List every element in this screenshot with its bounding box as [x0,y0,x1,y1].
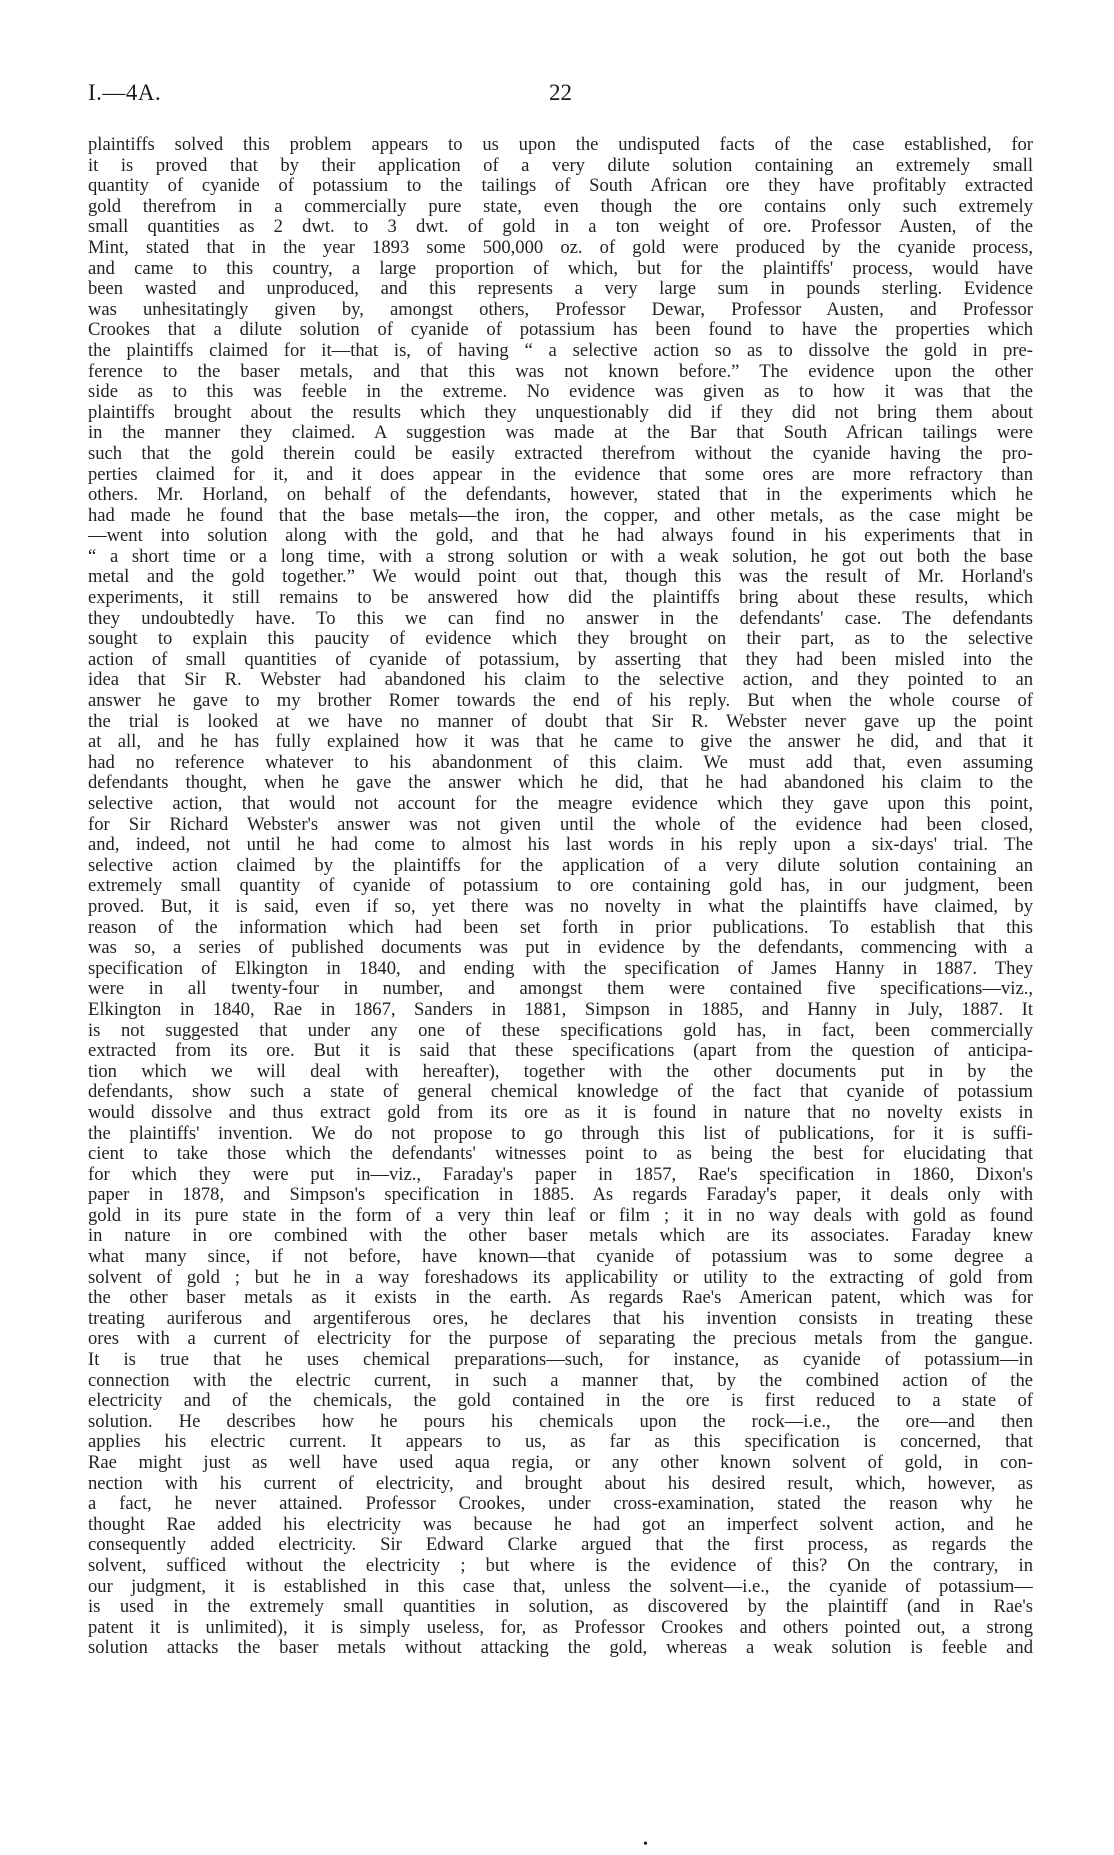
body-line: paper in 1878, and Simpson's specification in 1885. As regards Faraday's paper, it deals only with [88,1185,1033,1206]
body-line: “ a short time or a long time, with a strong solution or with a weak solution, he got out both the base [88,546,1033,567]
body-line: experiments, it still remains to be answered how did the plaintiffs bring about these results, which [88,588,1033,609]
body-line: others. Mr. Horland, on behalf of the defendants, however, stated that in the experiments which he [88,485,1033,506]
body-line: and, indeed, not until he had come to almost his last words in his reply upon a six-days' trial. The [88,835,1033,856]
body-line: quantity of cyanide of potassium to the tailings of South African ore they have profitably extracted [88,176,1033,197]
page-number: 22 [549,80,572,105]
body-line: patent it is unlimited), it is simply useless, for, as Professor Crookes and others pointed out, a strong [88,1617,1033,1638]
body-line: ference to the baser metals, and that this was not known before.” The evidence upon the other [88,361,1033,382]
body-line: plaintiffs brought about the results which they unquestionably did if they did not bring them about [88,402,1033,423]
body-line: perties claimed for it, and it does appear in the evidence that some ores are more refractory than [88,464,1033,485]
body-line: was so, a series of published documents was put in evidence by the defendants, commencing with a [88,938,1033,959]
body-line: solvent of gold ; but he in a way foreshadows its applicability or utility to the extracting of gold from [88,1267,1033,1288]
body-line: our judgment, it is established in this case that, unless the solvent—i.e., the cyanide of potassium— [88,1576,1033,1597]
body-line: selective action claimed by the plaintiffs for the application of a very dilute solution containing an [88,855,1033,876]
body-line: specification of Elkington in 1840, and ending with the specification of James Hanny in 1887. They [88,958,1033,979]
body-line: in the manner they claimed. A suggestion was made at the Bar that South African tailings were [88,423,1033,444]
body-line: idea that Sir R. Webster had abandoned his claim to the selective action, and they pointed to an [88,670,1033,691]
body-line: Mint, stated that in the year 1893 some 500,000 oz. of gold were produced by the cyanide process, [88,237,1033,258]
body-line: sought to explain this paucity of evidence which they brought on their part, as to the selective [88,629,1033,650]
body-line: had no reference whatever to his abandonment of this claim. We must add that, even assuming [88,752,1033,773]
body-line: the plaintiffs claimed for it—that is, of having “ a selective action so as to dissolve the gold in pre- [88,340,1033,361]
body-line: they undoubtedly have. To this we can find no answer in the defendants' case. The defendants [88,608,1033,629]
body-line: solution attacks the baser metals without attacking the gold, whereas a weak solution is feeble and [88,1638,1033,1659]
body-line: applies his electric current. It appears to us, as far as this specification is concerned, that [88,1432,1033,1453]
body-line: action of small quantities of cyanide of potassium, by asserting that they had been misled into the [88,649,1033,670]
body-line: thought Rae added his electricity was because he had got an imperfect solvent action, and he [88,1514,1033,1535]
body-line: proved. But, it is said, even if so, yet there was no novelty in what the plaintiffs have claimed, by [88,896,1033,917]
body-line: and came to this country, a large proportion of which, but for the plaintiffs' process, would have [88,258,1033,279]
body-line: would dissolve and thus extract gold from its ore as it is found in nature that no novelty exists in [88,1102,1033,1123]
body-text [88,135,1033,1659]
body-line: tion which we will deal with hereafter), together with the other documents put in by the [88,1061,1033,1082]
body-line: electricity and of the chemicals, the gold contained in the ore is first reduced to a state of [88,1391,1033,1412]
body-line: Crookes that a dilute solution of cyanide of potassium has been found to have the properties which [88,320,1033,341]
body-line: were in all twenty-four in number, and amongst them were contained five specifications—viz., [88,979,1033,1000]
body-line: extracted from its ore. But it is said that these specifications (apart from the question of anticipa- [88,1041,1033,1062]
body-line: the plaintiffs' invention. We do not propose to go through this list of publications, for it is suffi- [88,1123,1033,1144]
body-line: had made he found that the base metals—the iron, the copper, and other metals, as the case might be [88,505,1033,526]
body-line: defendants thought, when he gave the answer which he did, that he had abandoned his claim to the [88,773,1033,794]
body-line: cient to take those which the defendants' witnesses point to as being the best for elucidating that [88,1144,1033,1165]
body-line: what many since, if not before, have known—that cyanide of potassium was to some degree a [88,1247,1033,1268]
body-line: the other baser metals as it exists in the earth. As regards Rae's American patent, which was for [88,1288,1033,1309]
body-line: Rae might just as well have used aqua regia, or any other known solvent of gold, in con- [88,1453,1033,1473]
body-line: in nature in ore combined with the other baser metals which are its associates. Faraday knew [88,1226,1033,1247]
body-line: It is true that he uses chemical preparations—such, for instance, as cyanide of potassium—in [88,1350,1033,1371]
body-line: it is proved that by their application of a very dilute solution containing an extremely small [88,155,1033,176]
body-line: answer he gave to my brother Romer towards the end of his reply. But when the whole course of [88,691,1033,712]
body-line: reason of the information which had been set forth in prior publications. To establish that this [88,917,1033,938]
body-line: connection with the electric current, in such a manner that, by the combined action of the [88,1370,1033,1391]
body-line: such that the gold therein could be easily extracted therefrom without the cyanide having the pro- [88,443,1033,464]
body-line: treating auriferous and argentiferous ores, he declares that his invention consists in treating these [88,1308,1033,1329]
body-line: side as to this was feeble in the extreme. No evidence was given as to how it was that the [88,382,1033,403]
body-line: nection with his current of electricity, and brought about his desired result, which, however, as [88,1473,1033,1494]
page-header [88,80,1033,110]
body-line: defendants, show such a state of general chemical knowledge of the fact that cyanide of potassium [88,1082,1033,1103]
body-line: gold in its pure state in the form of a very thin leaf or film ; it in no way deals with gold as found [88,1205,1033,1226]
body-line: small quantities as 2 dwt. to 3 dwt. of gold in a ton weight of ore. Professor Austen, of the [88,217,1033,238]
body-line: Elkington in 1840, Rae in 1867, Sanders in 1881, Simpson in 1885, and Hanny in July, 1887. It [88,999,1033,1020]
body-line: for which they were put in—viz., Faraday's paper in 1857, Rae's specification in 1860, Dixon's [88,1164,1033,1185]
body-line: plaintiffs solved this problem appears to us upon the undisputed facts of the case established, for [88,135,1033,155]
body-line: been wasted and unproduced, and this represents a very large sum in pounds sterling. Evidence [88,279,1033,300]
body-line: —went into solution along with the gold, and that he had always found in his experiments that in [88,526,1033,547]
body-line: at all, and he has fully explained how it was that he came to give the answer he did, and that it [88,732,1033,753]
body-line: the trial is looked at we have no manner of doubt that Sir R. Webster never gave up the point [88,711,1033,732]
body-line: ores with a current of electricity for the purpose of separating the precious metals from the gangue. [88,1329,1033,1350]
body-line: extremely small quantity of cyanide of potassium to ore containing gold has, in our judgment, been [88,876,1033,897]
footer-mark: • [643,1837,648,1852]
body-line: for Sir Richard Webster's answer was not given until the whole of the evidence had been closed, [88,814,1033,835]
body-line: was unhesitatingly given by, amongst others, Professor Dewar, Professor Austen, and Professor [88,299,1033,320]
body-line: gold therefrom in a commercially pure state, even though the ore contains only such extremely [88,196,1033,217]
body-line: is not suggested that under any one of these specifications gold has, in fact, been commercially [88,1020,1033,1041]
body-line: a fact, he never attained. Professor Crookes, under cross-examination, stated the reason why he [88,1494,1033,1515]
body-line: solvent, sufficed without the electricity ; but where is the evidence of this? On the contrary, in [88,1555,1033,1576]
body-line: metal and the gold together.” We would point out that, though this was the result of Mr. Horland's [88,567,1033,588]
document-reference: I.—4A. [88,80,162,105]
body-line: is used in the extremely small quantities in solution, as discovered by the plaintiff (and in Rae's [88,1597,1033,1618]
body-line: consequently added electricity. Sir Edward Clarke argued that the first process, as regards the [88,1535,1033,1556]
body-line: selective action, that would not account for the meagre evidence which they gave upon this point, [88,794,1033,814]
body-line: solution. He describes how he pours his chemicals upon the rock—i.e., the ore—and then [88,1411,1033,1432]
